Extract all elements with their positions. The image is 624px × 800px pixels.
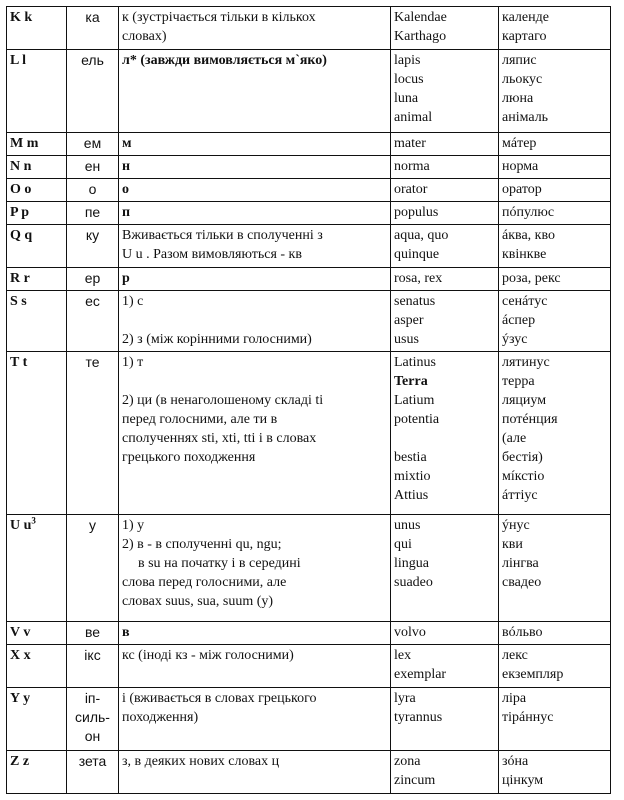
table-row — [7, 202, 611, 225]
pronunciation-cell: к (зустрічається тільки в кількох словах) — [119, 7, 391, 50]
table-row — [7, 352, 611, 515]
pronunciation-cell: п — [119, 202, 391, 225]
letter-cell: R r — [7, 268, 67, 291]
latin-example-cell: orator — [391, 179, 499, 202]
letter-name-cell: ер — [67, 268, 119, 291]
pronunciation-cell: 1) у 2) в - в сполученні qu, ngu; в su на початку і в середині слова перед голосними, але словах suus, sua, suum (у) — [119, 515, 391, 622]
transcription-cell: календе картаго — [499, 7, 611, 50]
latin-example-cell: lex exemplar — [391, 645, 499, 688]
table-row — [7, 133, 611, 156]
pronunciation-cell: 1) с 2) з (між корінними голосними) — [119, 291, 391, 352]
letter-name-cell: о — [67, 179, 119, 202]
transcription-cell: лекс екземпляр — [499, 645, 611, 688]
table-row — [7, 7, 611, 50]
transcription-cell: оратор — [499, 179, 611, 202]
letter-cell: M m — [7, 133, 67, 156]
letter-cell: S s — [7, 291, 67, 352]
letter-cell: X x — [7, 645, 67, 688]
letter-name-cell: ікс — [67, 645, 119, 688]
transcription-cell: зóна цінкум — [499, 751, 611, 794]
letter-name-cell: пе — [67, 202, 119, 225]
letter-name-cell: ес — [67, 291, 119, 352]
transcription-cell: норма — [499, 156, 611, 179]
pronunciation-cell: р — [119, 268, 391, 291]
transcription-cell: роза, рекс — [499, 268, 611, 291]
transcription-cell: áква, кво квінкве — [499, 225, 611, 268]
letter-name-cell: зета — [67, 751, 119, 794]
transcription-cell: пóпулюс — [499, 202, 611, 225]
latin-example-cell: aqua, quo quinque — [391, 225, 499, 268]
letter-name-cell: ем — [67, 133, 119, 156]
table-row — [7, 225, 611, 268]
latin-example-cell: mater — [391, 133, 499, 156]
transcription-cell: ýнус кви лінгва свадео — [499, 515, 611, 622]
table-row — [7, 179, 611, 202]
pronunciation-cell: л* (завжди вимовляється м`яко) — [119, 50, 391, 133]
latin-example-cell: lapis locus luna animal — [391, 50, 499, 133]
letter-cell: T t — [7, 352, 67, 515]
table-row — [7, 515, 611, 622]
table-row — [7, 645, 611, 688]
latin-example-cell: lyra tyrannus — [391, 688, 499, 751]
table-row — [7, 268, 611, 291]
latin-example-cell: senatus asper usus — [391, 291, 499, 352]
transcription-cell: сенáтус áспер ýзус — [499, 291, 611, 352]
letter-name-cell: ель — [67, 50, 119, 133]
latin-example-cell: populus — [391, 202, 499, 225]
table-row — [7, 291, 611, 352]
pronunciation-cell: м — [119, 133, 391, 156]
latin-example-cell: Latinus Terra Latium potentia bestia mixtio Attius — [391, 352, 499, 515]
letter-name-cell: ка — [67, 7, 119, 50]
pronunciation-cell: о — [119, 179, 391, 202]
transcription-cell: ляпис льокус люна анімаль — [499, 50, 611, 133]
letter-cell: Y y — [7, 688, 67, 751]
letter-cell: N n — [7, 156, 67, 179]
table-row — [7, 688, 611, 751]
latin-example-cell: volvo — [391, 622, 499, 645]
letter-name-cell: ен — [67, 156, 119, 179]
letter-name-cell: ве — [67, 622, 119, 645]
pronunciation-cell: кс (іноді кз - між голосними) — [119, 645, 391, 688]
table-row — [7, 50, 611, 133]
letter-cell: L l — [7, 50, 67, 133]
letter-name-cell: те — [67, 352, 119, 515]
letter-cell: V v — [7, 622, 67, 645]
table-row — [7, 156, 611, 179]
letter-cell: Z z — [7, 751, 67, 794]
table-row — [7, 751, 611, 794]
letter-cell: K k — [7, 7, 67, 50]
transcription-cell: мáтер — [499, 133, 611, 156]
latin-example-cell: rosa, rex — [391, 268, 499, 291]
latin-example-cell: unus qui lingua suadeo — [391, 515, 499, 622]
latin-alphabet-table — [6, 6, 611, 794]
latin-example-cell: Kalendae Karthago — [391, 7, 499, 50]
footnote-mark: 3 — [31, 515, 36, 526]
pronunciation-cell: н — [119, 156, 391, 179]
letter-name-cell: ку — [67, 225, 119, 268]
letter-name-cell: у — [67, 515, 119, 622]
pronunciation-cell: Вживається тільки в сполученні з U u . Разом вимовляються - кв — [119, 225, 391, 268]
transcription-cell: лятинус терра ляциум потéнция (але бестія) мíкстіо áттіус — [499, 352, 611, 515]
table-row — [7, 622, 611, 645]
pronunciation-cell: 1) т 2) ци (в ненаголошеному складі ti перед голосними, але ти в сполученнях sti, xti, tti і в словах грецького походження — [119, 352, 391, 515]
transcription-cell: ліра тірáннус — [499, 688, 611, 751]
pronunciation-cell: з, в деяких нових словах ц — [119, 751, 391, 794]
letter-name-cell: іп- силь- он — [67, 688, 119, 751]
latin-example-cell: norma — [391, 156, 499, 179]
letter-cell: U $u^3$ — [7, 515, 67, 622]
letter-cell: Q q — [7, 225, 67, 268]
transcription-cell: вóльво — [499, 622, 611, 645]
latin-example-cell: zona zincum — [391, 751, 499, 794]
pronunciation-cell: і (вживається в словах грецького походження) — [119, 688, 391, 751]
pronunciation-cell: в — [119, 622, 391, 645]
letter-cell: O o — [7, 179, 67, 202]
letter-cell: P p — [7, 202, 67, 225]
